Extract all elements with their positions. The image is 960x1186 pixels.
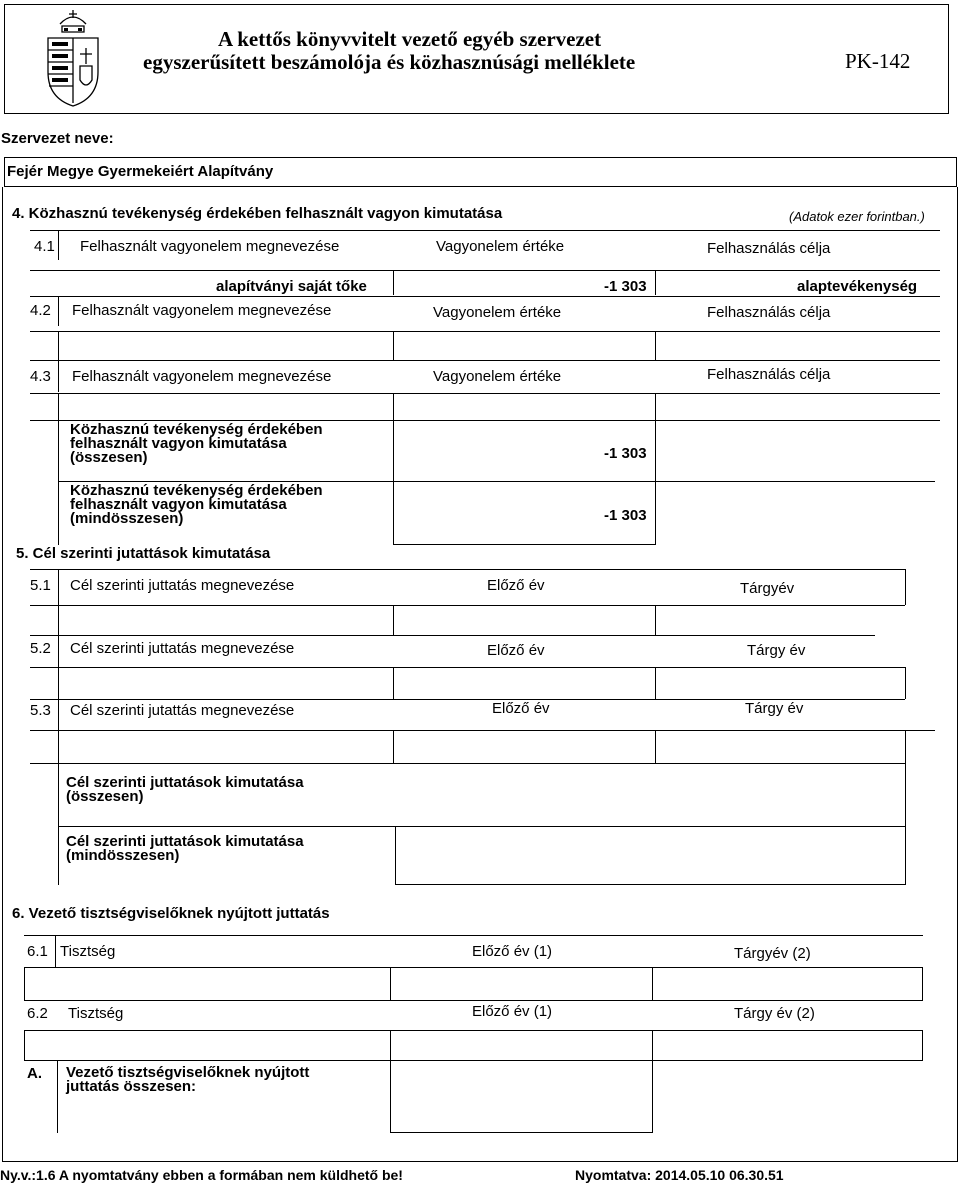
- rule: [58, 360, 59, 392]
- org-name-value: Fejér Megye Gyermekeiért Alapítvány: [7, 163, 274, 180]
- rule: [30, 667, 905, 668]
- rule: [30, 635, 875, 636]
- coat-of-arms-logo: [40, 6, 106, 108]
- org-name-label: Szervezet neve:: [1, 130, 114, 147]
- rule: [655, 420, 656, 545]
- rule: [655, 730, 656, 763]
- unit-note: (Adatok ezer forintban.): [789, 209, 925, 224]
- s5-grand-total-label-l2: (mindösszesen): [66, 847, 180, 864]
- row-4-2-purpose-header: Felhasználás célja: [707, 304, 831, 321]
- section4-title: 4. Közhasznú tevékenység érdekében felhasznált vagyon kimutatása: [12, 205, 503, 222]
- row-6-1-curr-header: Tárgyév (2): [734, 945, 811, 962]
- rule: [393, 605, 394, 635]
- row-5-1-num: 5.1: [30, 577, 51, 594]
- row-6-1-prev-header: Előző év (1): [472, 943, 553, 960]
- s6-total-label-l1: Vezető tisztségviselőknek nyújtott: [66, 1064, 310, 1081]
- row-4-3-name-header: Felhasznált vagyonelem megnevezése: [72, 368, 332, 385]
- rule: [58, 331, 59, 361]
- rule: [393, 270, 394, 295]
- rule: [390, 967, 391, 1001]
- row-6-1-num: 6.1: [27, 943, 48, 960]
- rule: [652, 967, 653, 1001]
- rule: [30, 270, 940, 271]
- rule: [393, 544, 656, 545]
- rule: [922, 967, 923, 1001]
- s4-grand-total-label-l3: (mindösszesen): [70, 510, 184, 527]
- rule: [652, 1060, 653, 1133]
- row-4-1-name: alapítványi saját tőke: [216, 278, 367, 295]
- rule: [655, 393, 656, 420]
- rule: [30, 360, 940, 361]
- rule: [58, 569, 59, 635]
- rule: [922, 1030, 923, 1060]
- row-4-1-purpose-header: Felhasználás célja: [707, 240, 831, 257]
- rule: [24, 967, 923, 968]
- s4-grand-total-label-l2: felhasznált vagyon kimutatása: [70, 496, 287, 513]
- rule: [24, 935, 923, 936]
- rule: [655, 270, 656, 295]
- row-5-2-name-header: Cél szerinti juttatás megnevezése: [70, 640, 295, 657]
- rule: [30, 730, 935, 731]
- row-4-1-value: -1 303: [604, 278, 647, 295]
- form-code: PK-142: [845, 49, 911, 73]
- rule: [30, 569, 905, 570]
- rule: [395, 884, 905, 885]
- row-5-3-curr-header: Tárgy év: [745, 700, 804, 717]
- row-5-3-num: 5.3: [30, 702, 51, 719]
- rule: [655, 605, 656, 635]
- page-frame-bottom: [2, 1161, 958, 1162]
- rule: [393, 730, 394, 763]
- section5-title: 5. Cél szerinti jutattások kimutatása: [16, 545, 271, 562]
- footer-print-date: Nyomtatva: 2014.05.10 06.30.51: [575, 1167, 784, 1183]
- row-4-3-purpose-header: Felhasználás célja: [707, 366, 831, 383]
- row-4-3-value-header: Vagyonelem értéke: [433, 368, 562, 385]
- rule: [58, 699, 59, 885]
- row-4-2-name-header: Felhasznált vagyonelem megnevezése: [72, 302, 332, 319]
- row-5-2-num: 5.2: [30, 640, 51, 657]
- rule: [655, 331, 656, 361]
- row-4-2-value-header: Vagyonelem értéke: [433, 304, 562, 321]
- row-6-2-num: 6.2: [27, 1005, 48, 1022]
- rule: [55, 935, 56, 967]
- s6-total-label-l2: juttatás összesen:: [66, 1078, 197, 1095]
- rule: [30, 296, 940, 297]
- rule: [24, 1030, 25, 1060]
- rule: [655, 667, 656, 699]
- s4-total-label-l2: felhasznált vagyon kimutatása: [70, 435, 287, 452]
- rule: [905, 569, 906, 605]
- row-4-1-purpose: alaptevékenység: [797, 278, 918, 295]
- row-4-1-value-header: Vagyonelem értéke: [436, 238, 565, 255]
- s4-grand-total-label-l1: Közhasznú tevékenység érdekében: [70, 482, 323, 499]
- row-6-2-name-header: Tisztség: [68, 1005, 124, 1022]
- rule: [57, 1060, 58, 1133]
- row-5-2-curr-header: Tárgy év: [747, 642, 806, 659]
- form-title-line2: egyszerűsített beszámolója és közhasznúsági melléklete: [143, 50, 636, 74]
- row-5-1-curr-header: Tárgyév: [740, 580, 795, 597]
- rule: [905, 730, 906, 885]
- page-frame-left: [2, 187, 3, 1162]
- rule: [24, 1000, 923, 1001]
- rule: [24, 1060, 923, 1061]
- rule: [390, 1060, 391, 1133]
- row-4-2-num: 4.2: [30, 302, 51, 319]
- rule: [390, 1132, 652, 1133]
- row-6-total-num: A.: [27, 1065, 42, 1082]
- rule: [58, 393, 59, 420]
- rule: [30, 230, 940, 231]
- rule: [58, 296, 59, 326]
- rule: [58, 230, 59, 260]
- s5-total-label-l1: Cél szerinti juttatások kimutatása: [66, 774, 304, 791]
- rule: [393, 393, 394, 420]
- row-4-1-name-header: Felhasznált vagyonelem megnevezése: [80, 238, 340, 255]
- rule: [393, 667, 394, 699]
- row-5-1-prev-header: Előző év: [487, 577, 545, 594]
- s5-total-label-l2: (összesen): [66, 788, 144, 805]
- page-frame-right: [957, 187, 958, 1162]
- row-5-3-prev-header: Előző év: [492, 700, 550, 717]
- s5-grand-total-label-l1: Cél szerinti juttatások kimutatása: [66, 833, 304, 850]
- rule: [652, 1030, 653, 1060]
- rule: [58, 826, 905, 827]
- rule: [390, 1030, 391, 1060]
- s4-total-value: -1 303: [604, 445, 647, 462]
- rule: [393, 420, 394, 545]
- rule: [30, 763, 905, 764]
- form-title-line1: A kettős könyvvitelt vezető egyéb szervezet: [218, 27, 602, 51]
- rule: [30, 393, 940, 394]
- row-6-2-curr-header: Tárgy év (2): [734, 1005, 815, 1022]
- row-5-2-prev-header: Előző év: [487, 642, 545, 659]
- rule: [393, 331, 394, 361]
- row-6-2-prev-header: Előző év (1): [472, 1003, 553, 1020]
- rule: [24, 967, 25, 1001]
- rule: [395, 826, 396, 884]
- row-5-3-name-header: Cél szerinti jutattás megnevezése: [70, 702, 295, 719]
- row-4-1-num: 4.1: [34, 238, 55, 255]
- footer-version-note: Ny.v.:1.6 A nyomtatvány ebben a formában nem küldhető be!: [0, 1167, 403, 1183]
- rule: [905, 667, 906, 699]
- rule: [24, 1030, 923, 1031]
- rule: [58, 420, 59, 545]
- s4-grand-total-value: -1 303: [604, 507, 647, 524]
- s4-total-label-l1: Közhasznú tevékenység érdekében: [70, 421, 323, 438]
- row-6-1-name-header: Tisztség: [60, 943, 116, 960]
- row-5-1-name-header: Cél szerinti juttatás megnevezése: [70, 577, 295, 594]
- s4-total-label-l3: (összesen): [70, 449, 148, 466]
- rule: [30, 331, 940, 332]
- rule: [30, 605, 905, 606]
- row-4-3-num: 4.3: [30, 368, 51, 385]
- section6-title: 6. Vezető tisztségviselőknek nyújtott juttatás: [12, 905, 330, 922]
